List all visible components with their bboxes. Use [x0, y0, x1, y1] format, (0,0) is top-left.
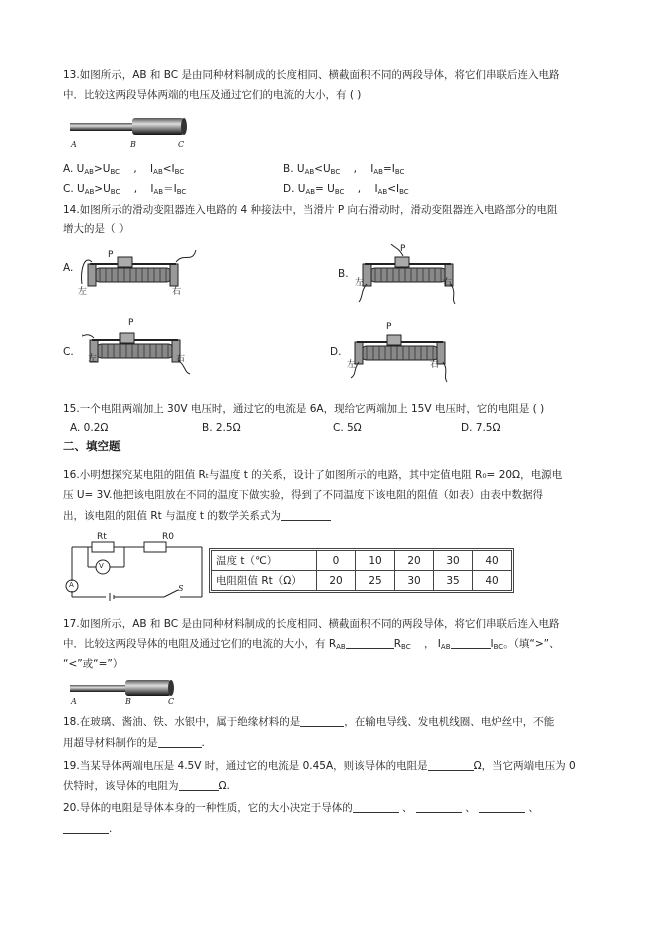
q14-figure-d-right: 右	[430, 360, 440, 370]
q19-line2: 伏特时，该导体的电阻为 Ω.	[63, 780, 230, 792]
table-cell: 20	[317, 571, 356, 591]
table-cell: 25	[356, 571, 395, 591]
q18-line2: 用超导材料制作的是 .	[63, 737, 205, 749]
q16-line3: 出，该电阻的阻值 Rt 与温度 t 的数学关系式为	[63, 507, 331, 525]
q18-blank-1[interactable]	[300, 715, 344, 727]
q20-line2: .	[63, 820, 112, 838]
rheostat-a	[80, 244, 200, 304]
circuit-label-s: S	[178, 584, 184, 593]
q14-figure-b-right: 右	[443, 278, 453, 288]
q17-line3: “<”或“=”）	[63, 658, 124, 670]
q19-blank-1[interactable]	[428, 759, 474, 771]
q14-figure-c-p: P	[128, 318, 134, 328]
q16-data-table-frame	[209, 548, 514, 593]
q17-line1: 17.如图所示，AB 和 BC 是由同种材料制成的长度相同、横截面积不同的两段导体，将它们串联后连入电路	[63, 618, 560, 630]
table-header-temperature: 温度 t（℃）	[212, 551, 317, 571]
table-cell: 35	[434, 571, 473, 591]
q13-option-d[interactable]: D. $U_{AB}= U_{BC}$ , $I_{AB}<I_{BC}$	[283, 183, 409, 196]
q16-line1: 16.小明想探究某电阻的阻值 Rₜ与温度 t 的关系，设计了如图所示的电路，其中定值电阻 R₀= 20Ω，电源电	[63, 469, 563, 481]
q14-figure-b-label: B.	[338, 268, 349, 280]
figure-label-b: B	[130, 140, 136, 149]
q14-figure-a-label: A.	[63, 262, 74, 274]
circuit-label-r0: R0	[162, 532, 174, 542]
q20-blank-1[interactable]	[353, 801, 399, 813]
q16-line2: 压 U= 3V.他把该电阻放在不同的温度下做实验，得到了不同温度下该电阻的阻值（如表）由表中数据得	[63, 489, 544, 501]
q13-option-b[interactable]: B. $U_{AB}<U_{BC}$ , $I_{AB}=I_{BC}$	[283, 163, 405, 176]
conductor-bc	[132, 118, 184, 135]
q15-option-a[interactable]: A. 0.2Ω	[70, 422, 109, 434]
q14-figure-d-left: 左	[347, 360, 357, 370]
q15-option-d[interactable]: D. 7.5Ω	[461, 422, 501, 434]
figure2-label-a: A	[71, 697, 77, 706]
q15-option-b[interactable]: B. 2.5Ω	[202, 422, 241, 434]
table-cell: 10	[356, 551, 395, 571]
conductor-ab	[70, 123, 132, 131]
q14-figure-a-left: 左	[78, 287, 88, 297]
q20-blank-4[interactable]	[63, 822, 109, 834]
circuit-label-a: A	[69, 581, 74, 589]
q19-line1: 19.当某导体两端电压是 4.5V 时，通过它的电流是 0.45A，则该导体的电阻是 Ω，当它两端电压为 0	[63, 760, 576, 772]
q20-line1: 20.导体的电阻是导体本身的一种性质，它的大小决定于导体的 、 、 、	[63, 802, 539, 814]
q14-line1: 14.如图所示的滑动变阻器连入电路的 4 种接法中，当滑片 P 向右滑动时，滑动变阻器连入电路部分的电阻	[63, 204, 558, 216]
q13-line1: 13.如图所示，AB 和 BC 是由同种材料制成的长度相同、横截面积不同的两段导体，将它们串联后连入电路	[63, 69, 560, 81]
q14-figure-b-left: 左	[355, 278, 365, 288]
circuit-label-v: V	[99, 562, 104, 570]
q14-figure-b-p: P	[400, 244, 406, 254]
table-cell: 30	[395, 571, 434, 591]
table-cell: 40	[473, 551, 512, 571]
table-header-resistance: 电阻阻值 Rt（Ω）	[212, 571, 317, 591]
figure2-label-b: B	[125, 697, 131, 706]
rheostat-b	[355, 244, 475, 304]
circuit-label-rt: Rt	[97, 532, 107, 542]
q14-figure-c-left: 左	[88, 354, 98, 364]
q17-blank-i[interactable]	[451, 637, 491, 649]
q14-figure-a-right: 右	[172, 287, 182, 297]
q15-question: 15.一个电阻两端加上 30V 电压时，通过它的电流是 6A，现给它两端加上 15V 电压时，它的电阻是 ( )	[63, 403, 545, 415]
conductor-figure-2	[68, 678, 183, 698]
q18-line1: 18.在玻璃、酱油、铁、水银中，属于绝缘材料的是 ，在输电导线、发电机线圈、电炉丝中，不能	[63, 716, 555, 728]
table-row	[212, 571, 512, 591]
q13-option-a[interactable]: A. $U_{AB}>U_{BC}$ , $I_{AB}<I_{BC}$	[63, 163, 185, 176]
q16-answer-blank[interactable]	[281, 509, 331, 521]
q19-blank-2[interactable]	[179, 779, 219, 791]
table-cell: 30	[434, 551, 473, 571]
section-heading: 二、填空题	[63, 439, 121, 453]
q14-figure-c-label: C.	[63, 346, 74, 358]
figure-label-a: A	[71, 140, 77, 149]
q14-line2: 增大的是（ ）	[63, 223, 130, 235]
rheostat-d	[347, 322, 467, 382]
table-row	[212, 551, 512, 571]
q17-line2: 中．比较这两段导体的电阻及通过它们的电流的大小，有 $R_{AB}$ $R_{BC}$ ， $I_{AB}$ $I_{BC}$。（填“>”、	[63, 638, 560, 651]
rheostat-c	[82, 320, 202, 380]
q14-figure-c-right: 右	[176, 354, 186, 364]
q13-option-c[interactable]: C. $U_{AB}>U_{BC}$ , $I_{AB}=I_{BC}$	[63, 183, 187, 196]
table-cell: 20	[395, 551, 434, 571]
q20-blank-2[interactable]	[416, 801, 462, 813]
q14-figure-d-label: D.	[330, 346, 342, 358]
q20-blank-3[interactable]	[479, 801, 525, 813]
q18-blank-2[interactable]	[158, 736, 202, 748]
table-cell: 40	[473, 571, 512, 591]
figure-label-c: C	[178, 140, 185, 149]
q16-data-table	[211, 550, 512, 591]
circuit-diagram	[62, 533, 207, 603]
figure2-label-c: C	[168, 697, 175, 706]
q15-option-c[interactable]: C. 5Ω	[333, 422, 362, 434]
q14-figure-d-p: P	[386, 322, 392, 332]
q17-blank-r[interactable]	[346, 637, 394, 649]
q14-figure-a-p: P	[108, 250, 114, 260]
q13-line2: 中．比较这两段导体两端的电压及通过它们的电流的大小，有 ( )	[63, 89, 362, 101]
table-cell: 0	[317, 551, 356, 571]
